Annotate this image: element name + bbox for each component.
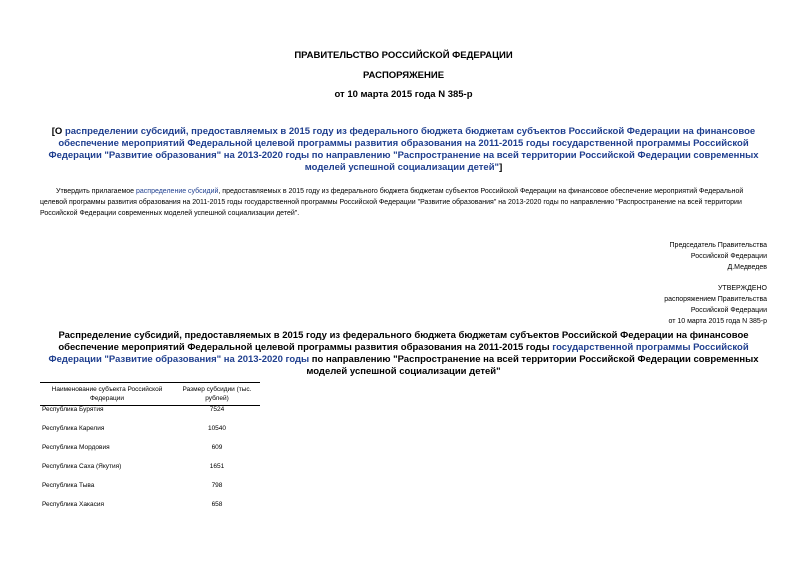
region-name: Республика Саха (Якутия): [42, 463, 122, 470]
subsidy-amount: 798: [211, 482, 223, 489]
signature-name: Д.Медведев: [727, 264, 767, 271]
subsidy-amount: 658: [211, 501, 223, 508]
region-name: Республика Тыва: [42, 482, 95, 489]
title-link[interactable]: распределении субсидий, предоставляемых в 2015 году из федерального бюджета бюджетам субъектов Российской Федерации на финансовое обеспечение мероприятий Федеральной целевой программы развития образования на 2011-2015 годы государственной программы Российской Федерации "Развитие образования" на 2013-2020 годы по направлению "Распространение на всей территории Российской Федерации современных моделей успешной социализации детей": [48, 126, 759, 173]
subsidy-amount: 609: [211, 444, 223, 451]
annex-title: [40, 330, 767, 378]
annex-title-part2: по направлению "Распространение на всей территории Российской Федерации современных моделей успешной социализации детей": [306, 354, 759, 377]
table-row: [40, 406, 260, 426]
subsidy-amount: 10540: [207, 425, 227, 432]
subsidy-table: [40, 382, 260, 520]
title-bracket-close: ]: [499, 162, 503, 173]
annex-title-part1: Распределение субсидий, предоставляемых в 2015 году из федерального бюджета бюджетам субъектов Российской Федерации на финансовое обеспечение мероприятий Федеральной целевой программы развития образования на 2011-2015 годы: [58, 330, 749, 353]
approval-block: [664, 283, 767, 327]
body-paragraph: [40, 186, 770, 219]
region-name: Республика Хакасия: [42, 501, 104, 508]
signature-block: [670, 240, 767, 273]
document-date-number: от 10 марта 2015 года N 385-р: [334, 89, 473, 100]
region-name: Республика Бурятия: [42, 406, 104, 413]
distribution-link[interactable]: распределение субсидий: [136, 188, 219, 195]
program-link[interactable]: государственной программы Российской Федерации "Развитие образования" на 2013-2020 годы: [48, 342, 749, 365]
signature-position: Председатель Правительства: [669, 242, 767, 249]
body-text: , предоставляемых в 2015 году из федерального бюджета бюджетам субъектов Российской Федерации на финансовое обеспечение мероприятий Федеральной целевой программы развития образования на 2011-2015 годы государственной программы Российской Федерации "Развитие образования" на 2013-2020 годы по направлению "Распространение на всей территории Российской Федерации современных моделей успешной социализации детей".: [40, 188, 744, 217]
body-prefix: Утвердить прилагаемое: [56, 188, 137, 195]
subsidy-amount: 7524: [209, 406, 225, 413]
title-bracket-open: [О: [51, 126, 65, 137]
region-name: Республика Мордовия: [42, 444, 110, 451]
table-row: [40, 501, 260, 520]
column-header-region: Наименование субъекта Российской Федерации: [40, 383, 174, 406]
table-row: [40, 482, 260, 501]
government-heading: ПРАВИТЕЛЬСТВО РОССИЙСКОЙ ФЕДЕРАЦИИ: [294, 50, 513, 61]
approval-line4: от 10 марта 2015 года N 385-р: [668, 318, 767, 325]
approval-line2: распоряжением Правительства: [664, 296, 767, 303]
signature-country: Российской Федерации: [690, 253, 767, 260]
document-title: [40, 126, 767, 174]
table-row: [40, 425, 260, 444]
table-row: [40, 463, 260, 482]
document-type: РАСПОРЯЖЕНИЕ: [362, 70, 445, 81]
table-header-row: [40, 383, 260, 406]
approval-line3: Российской Федерации: [690, 307, 767, 314]
region-name: Республика Карелия: [42, 425, 105, 432]
approval-heading: УТВЕРЖДЕНО: [717, 285, 767, 292]
column-header-amount: Размер субсидии (тыс. рублей): [174, 383, 260, 406]
subsidy-amount: 1651: [209, 463, 225, 470]
table-row: [40, 444, 260, 463]
